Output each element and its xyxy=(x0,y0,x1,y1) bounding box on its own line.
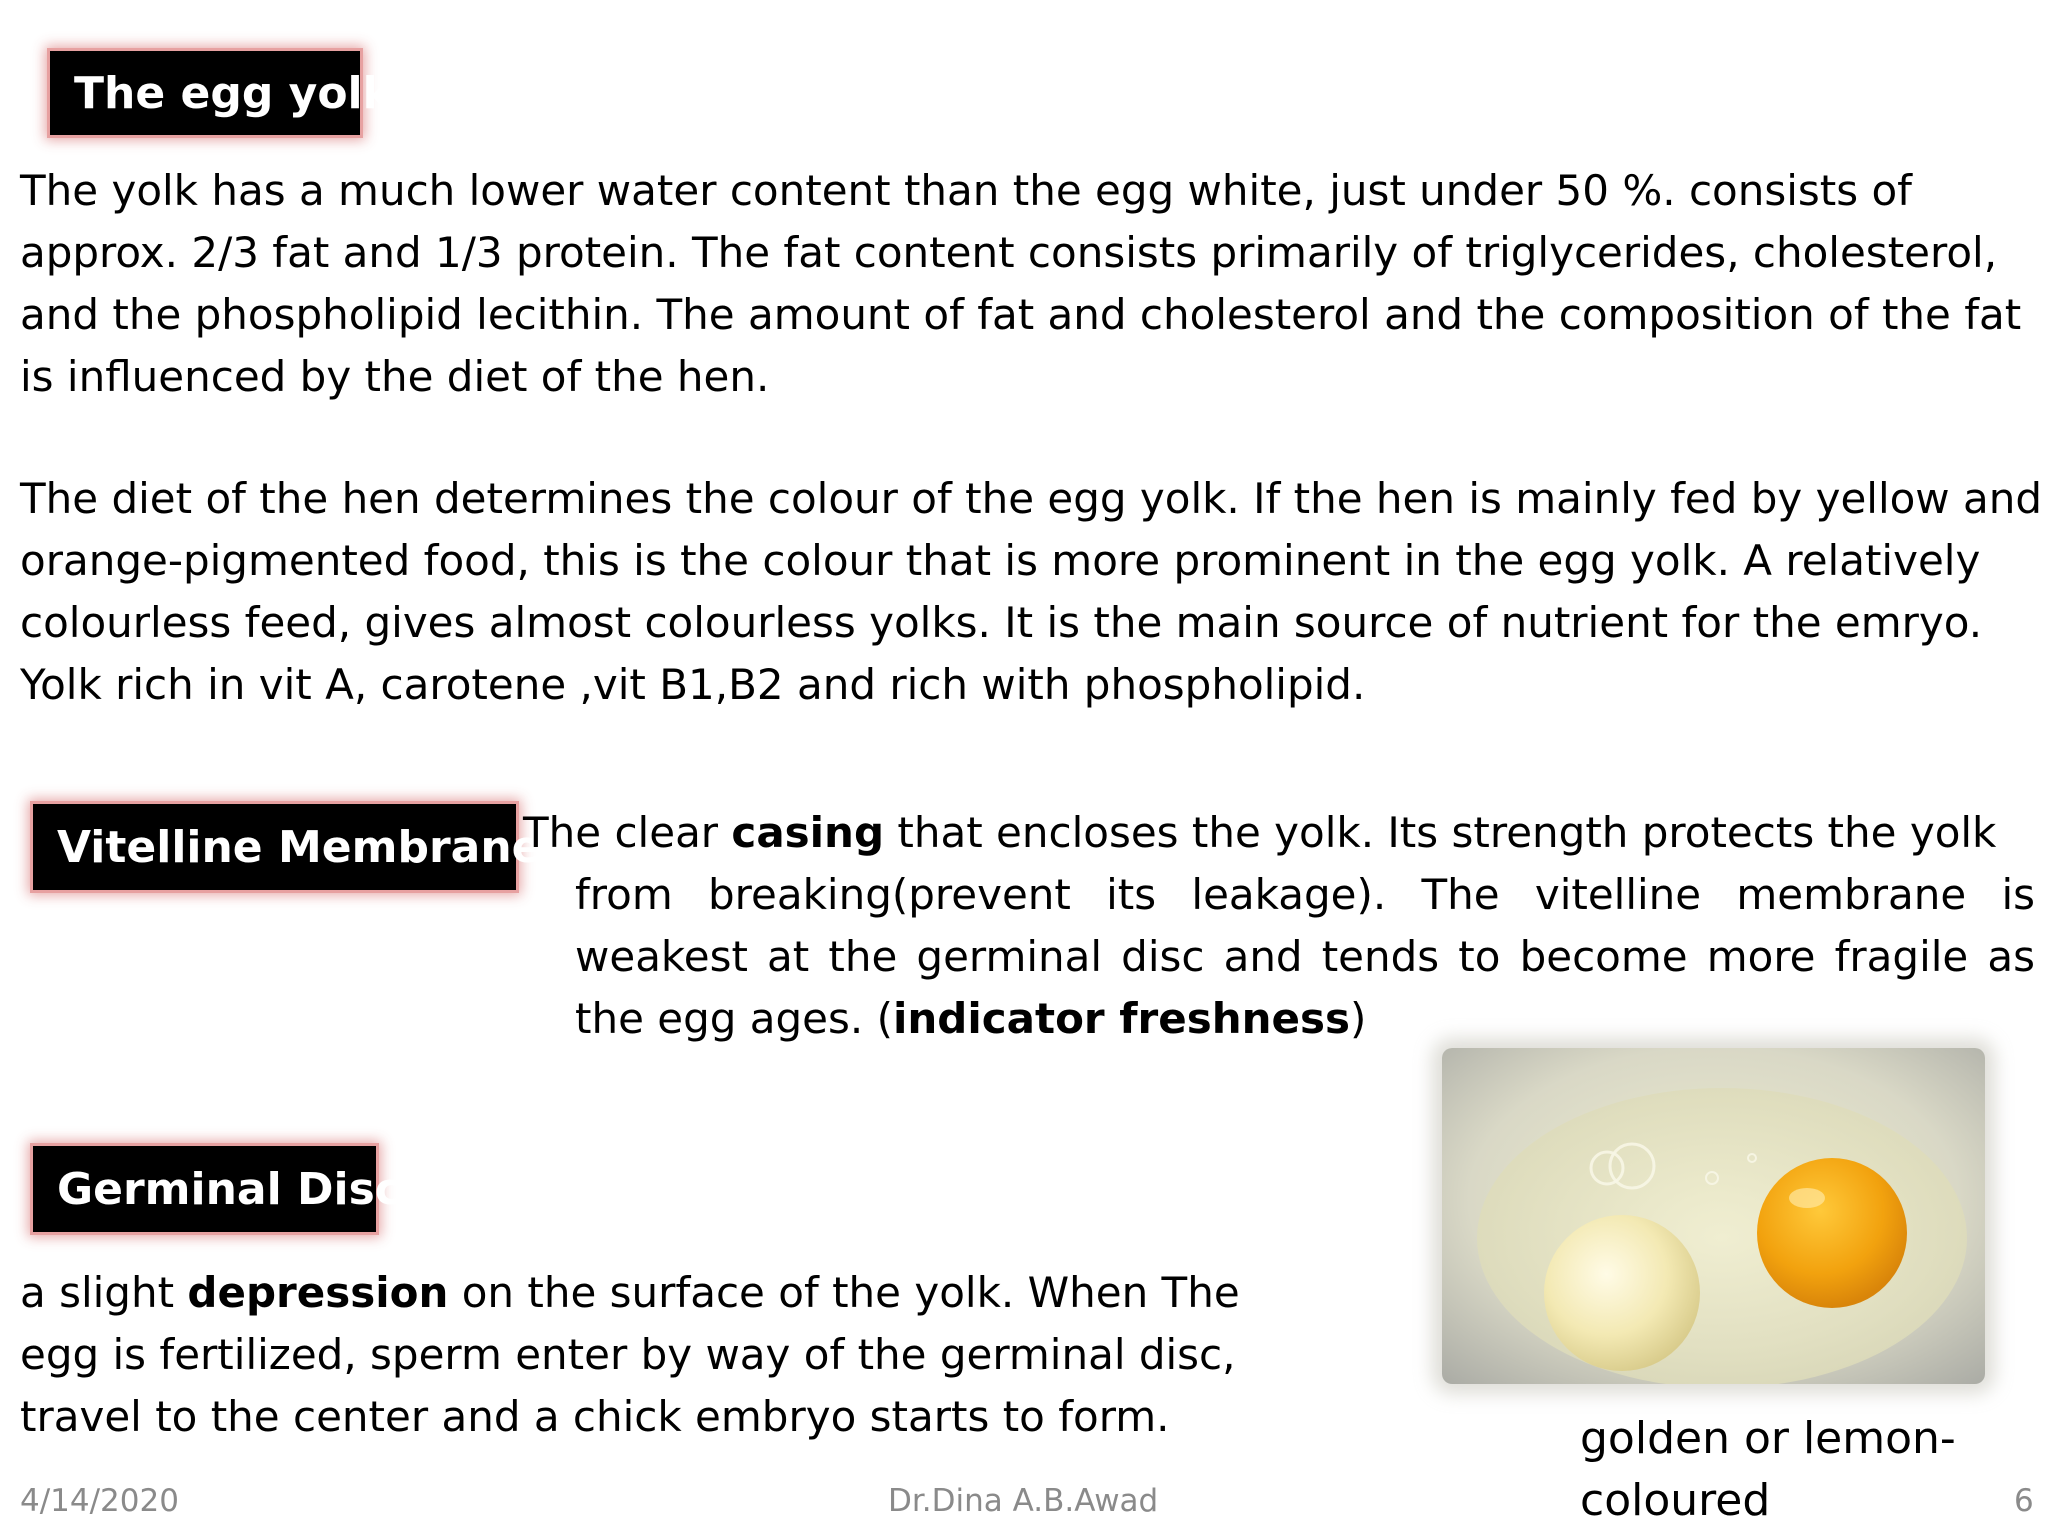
pale-yolk xyxy=(1544,1215,1700,1371)
vitelline-text-part: that encloses the yolk. Its strength protects the yolk xyxy=(884,808,1997,857)
yolk-colour-paragraph: The diet of the hen determines the colour of the egg yolk. If the hen is mainly fed by yellow and orange-pigmented food, this is the colour that is more prominent in the egg yolk. A relatively colourless feed, gives almost colourless yolks. It is the main source of nutrient for the emryo. Yolk rich in vit A, carotene ,vit B1,B2 and rich with phospholipid. xyxy=(20,474,2043,709)
vitelline-text-part: ) xyxy=(1350,994,1367,1043)
slide-title: The egg yolk xyxy=(50,51,360,135)
vitelline-text-continuation xyxy=(523,864,2035,1050)
germinal-disc-heading: Germinal Disc xyxy=(33,1146,376,1232)
orange-yolk xyxy=(1757,1158,1907,1308)
vitelline-bold-term: casing xyxy=(731,808,885,857)
vitelline-membrane-heading: Vitelline Membrane xyxy=(33,804,516,890)
germinal-bold-term: depression xyxy=(187,1268,449,1317)
germinal-disc-description xyxy=(20,1262,1320,1448)
egg-yolks-illustration xyxy=(1442,1048,1985,1384)
photo-caption: golden or lemon-coloured xyxy=(1580,1413,1956,1526)
vitelline-text-part: from breaking(prevent its leakage). The vitelline membrane is weakest at the germinal disc and tends to become more fragile as the egg ages. ( xyxy=(575,870,2035,1043)
germinal-text-part: a slight xyxy=(20,1268,188,1317)
vitelline-text-part: The clear xyxy=(523,808,732,857)
germinal-text-part: on the surface of the yolk. When The egg is fertilized, sperm enter by way of the germinal disc, travel to the center and a chick embryo starts to form. xyxy=(20,1268,1240,1441)
vitelline-bold-term: indicator freshness xyxy=(893,994,1351,1043)
yolk-composition-paragraph: The yolk has a much lower water content than the egg white, just under 50 %. consists of approx. 2/3 fat and 1/3 protein. The fat content consists primarily of triglycerides, cholesterol, and the phospholipid lecithin. The amount of fat and cholesterol and the composition of the fat is influenced by the diet of the hen. xyxy=(20,166,2022,401)
page-number: 6 xyxy=(2014,1483,2034,1519)
footer-date: 4/14/2020 xyxy=(20,1483,179,1519)
vitelline-membrane-description xyxy=(523,802,2035,1050)
egg-yolks-photo xyxy=(1442,1048,1985,1384)
footer-author: Dr.Dina A.B.Awad xyxy=(888,1483,1159,1519)
